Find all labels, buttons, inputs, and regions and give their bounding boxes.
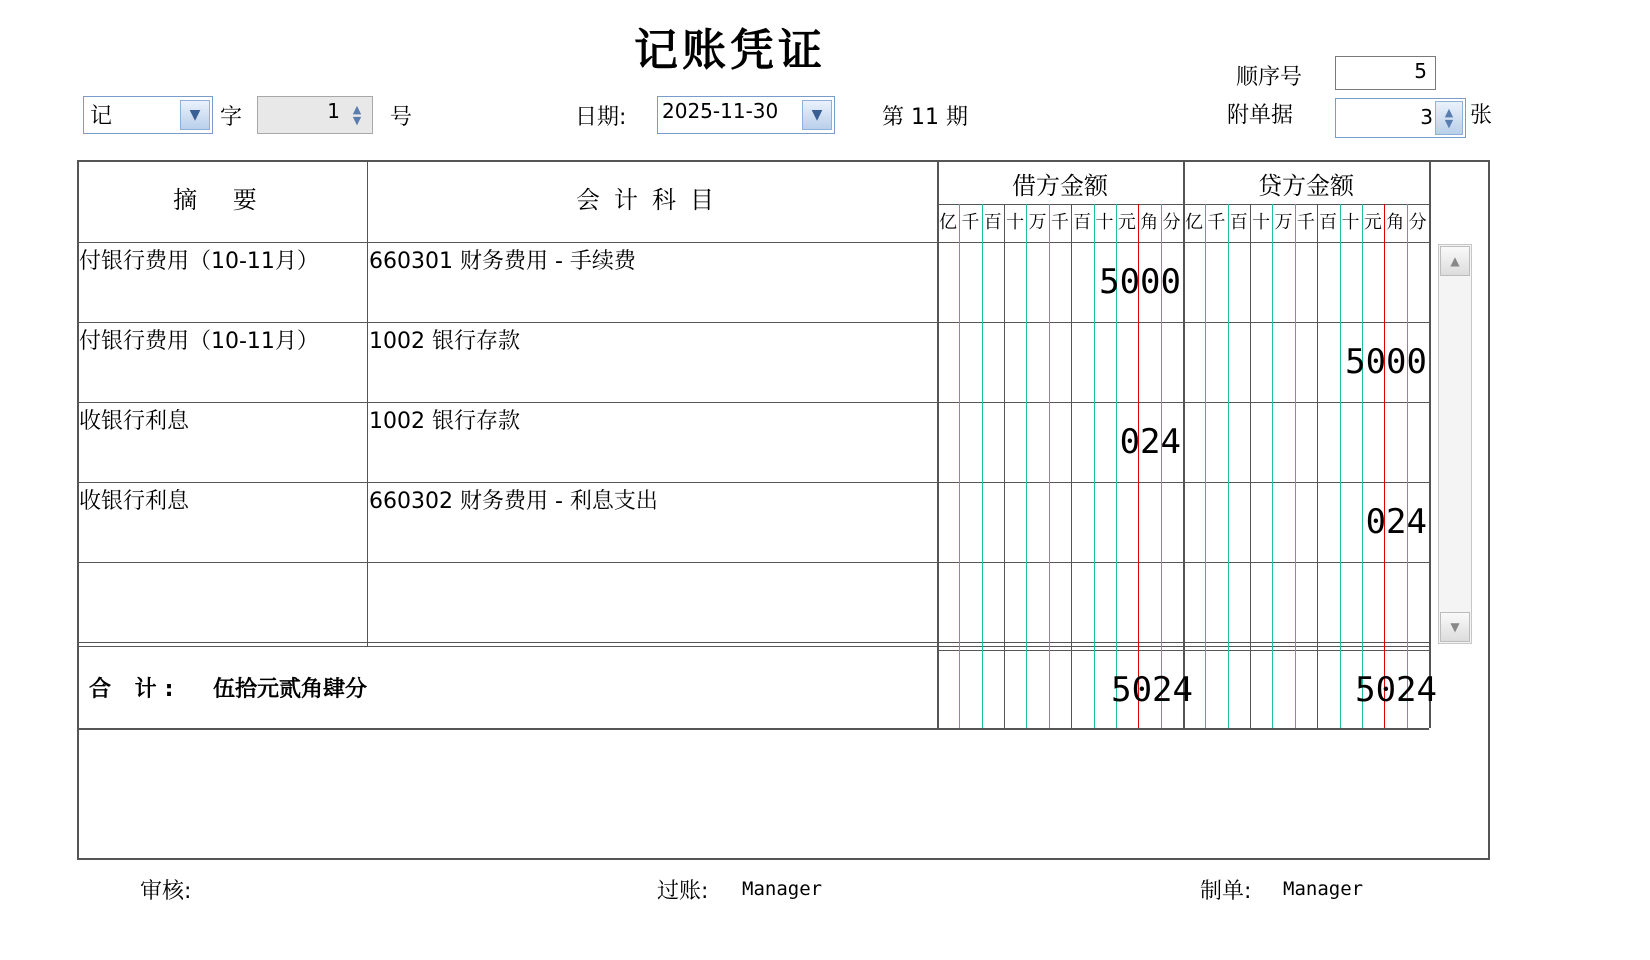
post-label: 过账: — [657, 879, 709, 904]
grid-vline — [1407, 204, 1408, 728]
total-credit-amount: 5024 — [1355, 670, 1437, 710]
digit-unit-label: 百 — [983, 212, 1002, 233]
grid-vline — [1272, 204, 1273, 728]
post-value: Manager — [742, 878, 823, 900]
digit-unit-label: 万 — [1274, 212, 1293, 233]
review-label: 审核: — [140, 879, 192, 904]
digit-unit-label: 十 — [1095, 212, 1114, 233]
account-header: 会计科目 — [576, 186, 728, 214]
row-credit-amount[interactable]: 5000 — [1345, 342, 1427, 382]
seq-field[interactable] — [1335, 56, 1436, 90]
grid-vline — [1183, 160, 1185, 728]
digit-unit-label: 百 — [1319, 212, 1338, 233]
chevron-down-icon[interactable]: ▼ — [180, 100, 210, 130]
hao-label: 号 — [390, 105, 413, 130]
digit-unit-label: 十 — [1006, 212, 1025, 233]
row-account-cell[interactable]: 1002 银行存款 — [369, 409, 520, 434]
digit-unit-label: 万 — [1028, 212, 1047, 233]
spin-arrows-icon[interactable]: ▲ ▼ — [352, 103, 362, 127]
grid-hline — [77, 562, 1429, 563]
digit-unit-label: 元 — [1363, 212, 1382, 233]
row-summary-cell[interactable]: 收银行利息 — [79, 489, 190, 514]
grid-hline — [77, 646, 1429, 647]
zhang-label: 张 — [1470, 103, 1493, 128]
chevron-down-icon[interactable]: ▼ — [802, 100, 832, 130]
total-debit-amount: 5024 — [1111, 670, 1193, 710]
grid-vline — [1384, 204, 1385, 728]
row-account-cell[interactable]: 660301 财务费用 - 手续费 — [369, 249, 636, 274]
date-picker[interactable] — [657, 96, 835, 134]
seq-label: 顺序号 — [1236, 65, 1303, 90]
grid-vline — [1362, 204, 1363, 728]
voucher-title: 记账凭证 — [634, 25, 826, 76]
voucher-table — [77, 160, 1437, 730]
scroll-down-icon[interactable]: ▼ — [1440, 612, 1470, 642]
grid-vline — [1295, 204, 1296, 728]
debit-header: 借方金额 — [1012, 172, 1108, 200]
digit-unit-label: 十 — [1252, 212, 1271, 233]
digit-unit-label: 角 — [1386, 212, 1405, 233]
row-summary-cell[interactable]: 付银行费用（10-11月） — [79, 329, 319, 354]
digit-unit-label: 十 — [1341, 212, 1360, 233]
maker-label: 制单: — [1200, 879, 1252, 904]
row-account-cell[interactable]: 1002 银行存款 — [369, 329, 520, 354]
digit-unit-label: 分 — [1408, 212, 1427, 233]
row-debit-amount[interactable]: 5000 — [1099, 262, 1181, 302]
total-label: 合 计: — [89, 677, 182, 702]
row-account-cell[interactable]: 660302 财务费用 - 利息支出 — [369, 489, 658, 514]
digit-unit-label: 亿 — [1185, 212, 1203, 233]
grid-hline — [77, 482, 1429, 483]
grid-vline — [1250, 204, 1251, 728]
summary-header: 摘 要 — [173, 186, 271, 214]
scroll-up-icon[interactable]: ▲ — [1440, 246, 1470, 276]
grid-hline — [77, 322, 1429, 323]
digit-unit-label: 分 — [1162, 212, 1181, 233]
attach-stepper[interactable] — [1335, 98, 1466, 138]
period-label: 第 11 期 — [882, 105, 968, 130]
digit-unit-label: 角 — [1140, 212, 1159, 233]
grid-hline — [77, 642, 1429, 643]
voucher-number-stepper[interactable] — [257, 96, 373, 134]
grid-hline — [77, 242, 1429, 243]
row-summary-cell[interactable]: 付银行费用（10-11月） — [79, 249, 319, 274]
voucher-type-select[interactable] — [83, 96, 213, 134]
grid-hline — [77, 402, 1429, 403]
attach-value: 3 — [1420, 105, 1433, 129]
date-label: 日期: — [575, 105, 627, 130]
date-value: 2025-11-30 — [662, 99, 779, 123]
attach-label: 附单据 — [1227, 103, 1294, 128]
seq-value: 5 — [1414, 59, 1427, 83]
credit-header: 贷方金额 — [1258, 172, 1354, 200]
grid-vline — [1228, 204, 1229, 728]
row-debit-amount[interactable]: 024 — [1119, 422, 1181, 462]
digit-unit-label: 千 — [1207, 212, 1226, 233]
grid-vline — [1429, 160, 1431, 728]
rows-scrollbar[interactable] — [1438, 244, 1472, 644]
grid-vline — [1340, 204, 1341, 728]
digit-unit-label: 千 — [1296, 212, 1315, 233]
digit-unit-label: 百 — [1073, 212, 1092, 233]
digit-unit-label: 千 — [961, 212, 980, 233]
zi-label: 字 — [220, 105, 243, 130]
grid-hline — [77, 728, 1429, 730]
digit-unit-label: 元 — [1117, 212, 1136, 233]
grid-vline — [1317, 204, 1318, 728]
grid-vline — [367, 160, 368, 646]
digit-unit-label: 亿 — [939, 212, 957, 233]
digit-unit-label: 千 — [1050, 212, 1069, 233]
maker-value: Manager — [1283, 878, 1364, 900]
row-credit-amount[interactable]: 024 — [1365, 502, 1427, 542]
voucher-number-value: 1 — [327, 99, 340, 123]
digit-unit-label: 百 — [1229, 212, 1248, 233]
total-in-words: 伍拾元贰角肆分 — [213, 677, 368, 702]
row-summary-cell[interactable]: 收银行利息 — [79, 409, 190, 434]
grid-vline — [1205, 204, 1206, 728]
voucher-type-value: 记 — [90, 104, 113, 129]
spin-arrows-icon[interactable]: ▲ ▼ — [1435, 101, 1463, 135]
